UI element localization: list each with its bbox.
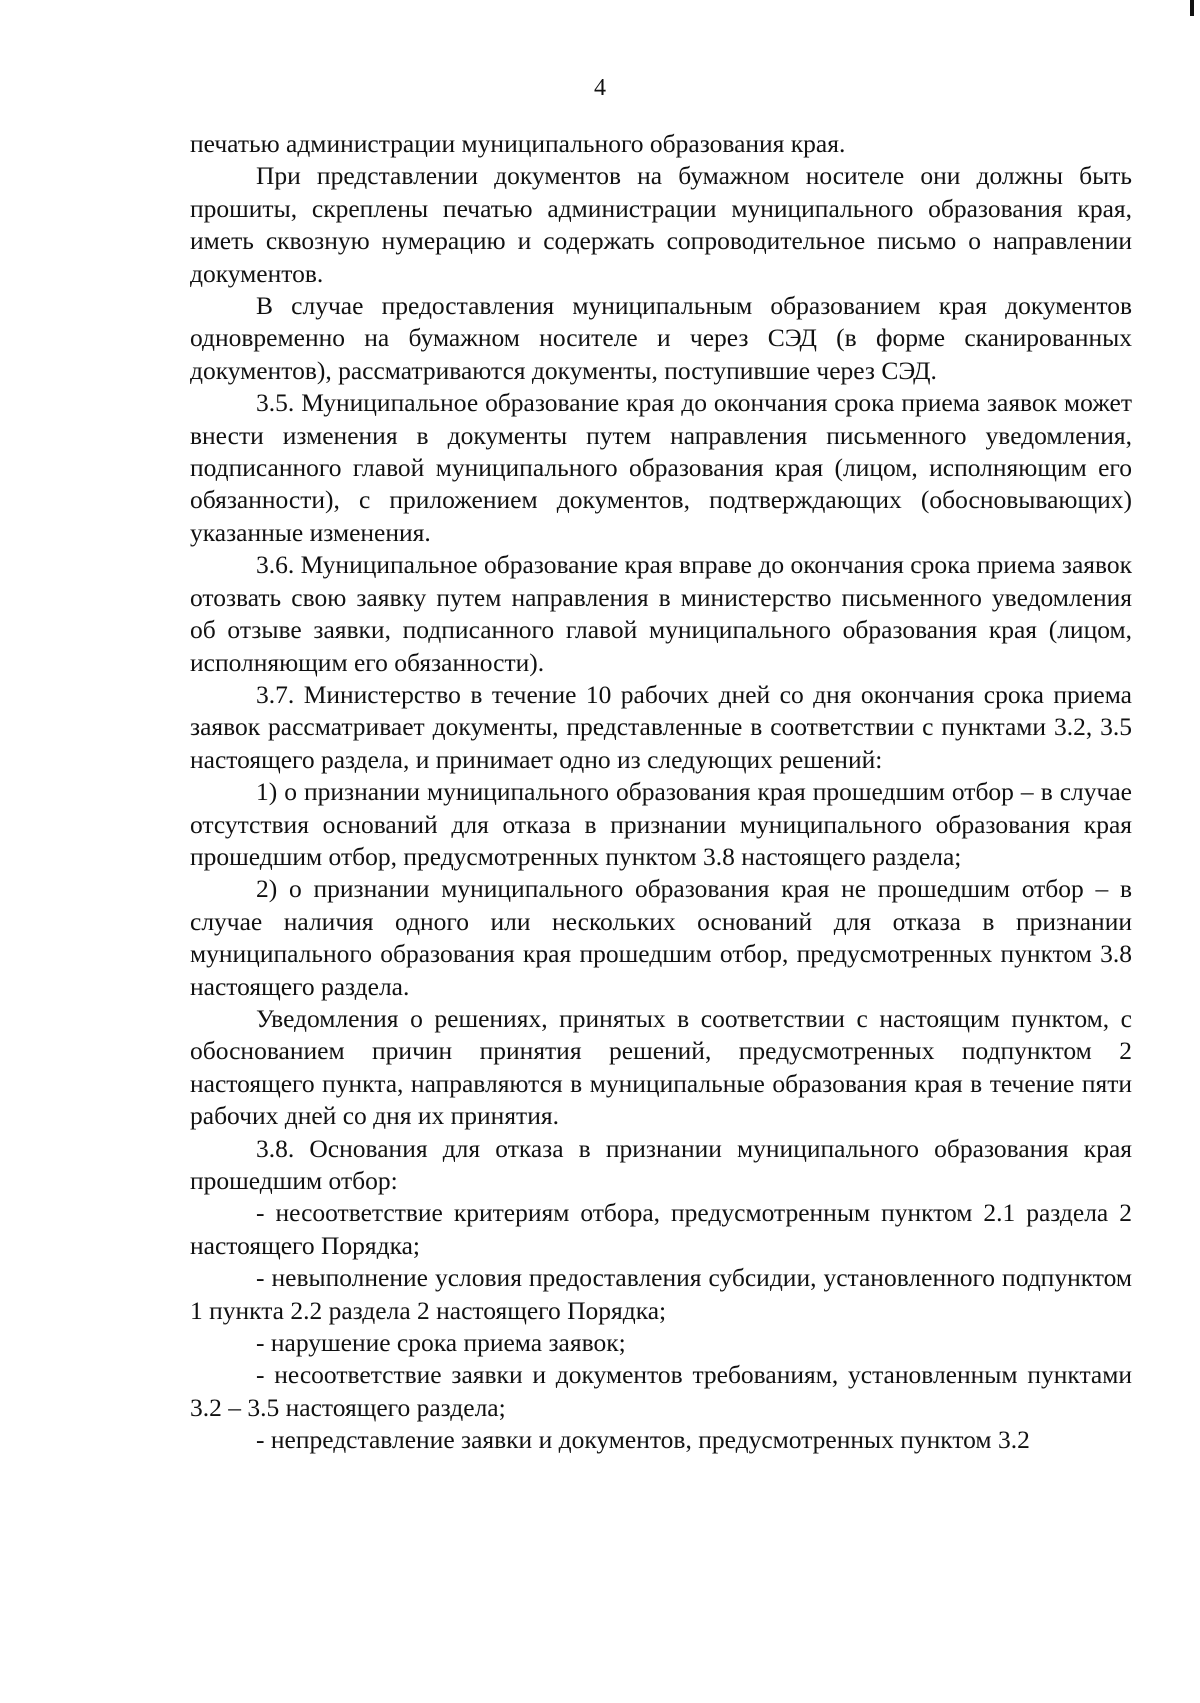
list-item-refusal-1: - несоответствие критериям отбора, предусмотренным пунктом 2.1 раздела 2 настоящего Порядка; (190, 1198, 1132, 1260)
list-item-refusal-4: - несоответствие заявки и документов требованиям, установленным пунктами 3.2 – 3.5 настоящего раздела; (190, 1360, 1132, 1422)
paragraph-notifications: Уведомления о решениях, принятых в соответствии с настоящим пунктом, с обоснованием причин принятия решений, предусмотренных подпунктом 2 настоящего пункта, направляются в муниципальные образования края в течение пяти рабочих дней со дня их принятия. (190, 1003, 1132, 1131)
paragraph-continuation: печатью администрации муниципального образования края. (190, 129, 846, 158)
paragraph-3-5: 3.5. Муниципальное образование края до окончания срока приема заявок может внести изменения в документы путем направления письменного уведомления, подписанного главой муниципального образования края (лицом, исполняющим его обязанности), с приложением документов, подтверждающих (обосновывающих) указанные изменения. (190, 388, 1132, 547)
list-item-refusal-5: - непредставление заявки и документов, предусмотренных пунктом 3.2 (256, 1425, 1030, 1455)
paragraph-3-6: 3.6. Муниципальное образование края вправе до окончания срока приема заявок отозвать свою заявку путем направления в министерство письменного уведомления об отзыве заявки, подписанного главой муниципального образования края (лицом, исполняющим его обязанности). (190, 550, 1132, 677)
scan-edge-mark (1190, 0, 1194, 16)
paragraph-3-7: 3.7. Министерство в течение 10 рабочих дней со дня окончания срока приема заявок рассматривает документы, представленные в соответствии с пунктами 3.2, 3.5 настоящего раздела, и принимает одно из следующих решений: (190, 679, 1132, 774)
document-body (190, 128, 1132, 1457)
list-item-refusal-3: - нарушение срока приема заявок; (256, 1328, 626, 1358)
paragraph-dual-submission: В случае предоставления муниципальным образованием края документов одновременно на бумажном носителе и через СЭД (в форме сканированных документов), рассматриваются документы, поступившие через СЭД. (190, 291, 1132, 385)
page-number: 4 (594, 75, 606, 101)
paragraph-3-8: 3.8. Основания для отказа в признании муниципального образования края прошедшим отбор: (190, 1133, 1132, 1195)
list-item-decision-2: 2) о признании муниципального образования края не прошедшим отбор – в случае наличия одного или нескольких оснований для отказа в признании муниципального образования края прошедшим отбор, предусмотренных пунктом 3.8 настоящего раздела. (190, 874, 1132, 1001)
list-item-decision-1: 1) о признании муниципального образования края прошедшим отбор – в случае отсутствия оснований для отказа в признании муниципального образования края прошедшим отбор, предусмотренных пунктом 3.8 настоящего раздела; (190, 777, 1132, 871)
list-item-refusal-2: - невыполнение условия предоставления субсидии, установленного подпунктом 1 пункта 2.2 раздела 2 настоящего Порядка; (190, 1263, 1132, 1325)
paragraph-paper-submission: При представлении документов на бумажном носителе они должны быть прошиты, скреплены печатью администрации муниципального образования края, иметь сквозную нумерацию и содержать сопроводительное письмо о направлении документов. (190, 161, 1132, 288)
